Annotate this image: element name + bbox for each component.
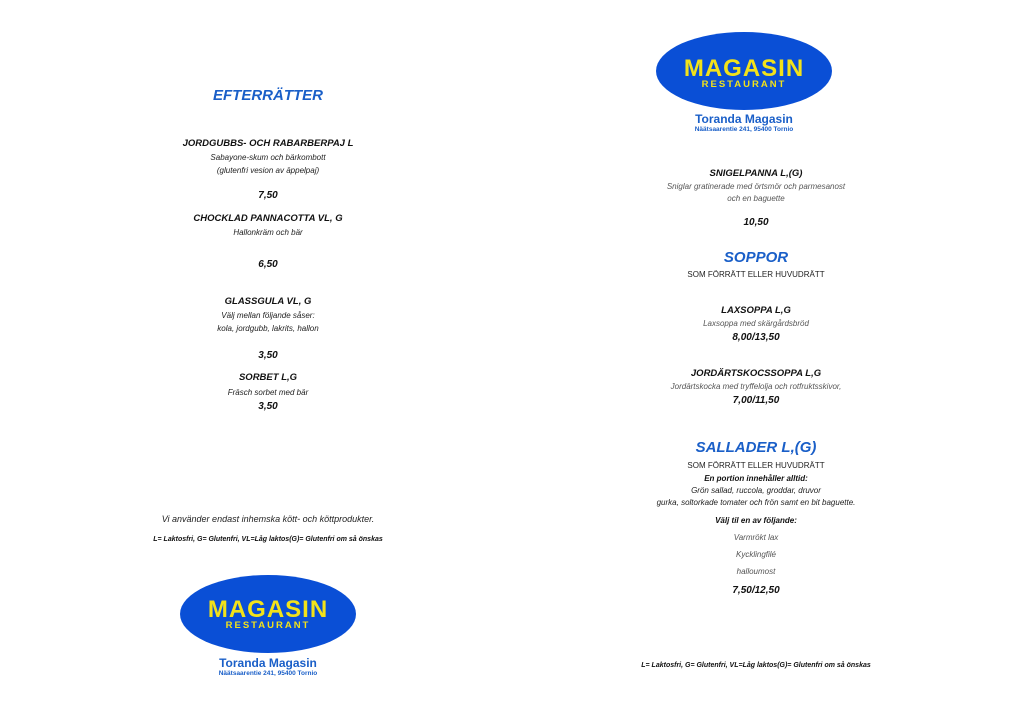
allergen-legend: L= Laktosfri, G= Glutenfri, VL=Låg laktos(G)= Glutenfri om så önskas [153, 536, 383, 543]
salad-option: Kycklingfilé [735, 550, 776, 559]
salad-ingredients: gurka, soltorkade tomater och frön samt en bit baguette. [656, 498, 856, 507]
section-title-salads: SALLADER L,(G) [695, 439, 817, 456]
menu-item-price: 6,50 [258, 259, 278, 270]
menu-item-name: CHOCKLAD PANNACOTTA VL, G [193, 213, 343, 224]
menu-item-name: GLASSGULA VL, G [224, 296, 312, 307]
magasin-logo [655, 31, 833, 111]
menu-item-price: 3,50 [258, 350, 278, 361]
menu-item-price: 3,50 [258, 401, 278, 412]
menu-item-name: JORDGUBBS- OCH RABARBERPAJ L [182, 138, 354, 149]
section-subtitle: SOM FÖRRÄTT ELLER HUVUDRÄTT [687, 461, 825, 470]
menu-item-price: 7,50 [258, 190, 278, 201]
menu-item-desc: Sniglar gratinerade med örtsmör och parmesanost [666, 182, 846, 191]
restaurant-address: Näätsaarentie 241, 95400 Tornio [694, 126, 794, 133]
menu-item-desc: Laxsoppa med skärgårdsbröd [703, 319, 809, 328]
menu-item-desc: Jordärtskocka med tryffelolja och rotfruktsskivor, [670, 382, 842, 391]
menu-item-desc: (glutenfri vesion av äppelpaj) [216, 166, 320, 175]
menu-item-price: 8,00/13,50 [732, 332, 780, 343]
salad-contains-label: En portion innehåller alltid: [704, 474, 808, 483]
salad-option: halloumost [736, 567, 776, 576]
menu-item-desc: Hallonkräm och bär [233, 228, 303, 237]
menu-item-name: SORBET L,G [238, 372, 298, 383]
section-title-desserts: EFTERRÄTTER [213, 87, 323, 104]
menu-item-desc: Välj mellan följande såser: [221, 311, 315, 320]
salad-ingredients: Grön sallad, ruccola, groddar, druvor [691, 486, 821, 495]
menu-item-desc: Sabayone-skum och bärkombott [210, 153, 326, 162]
allergen-legend: L= Laktosfri, G= Glutenfri, VL=Låg laktos(G)= Glutenfri om så önskas [641, 662, 871, 669]
restaurant-name: Toranda Magasin [695, 112, 793, 126]
logo-subtitle: RESTAURANT [701, 79, 787, 90]
logo-name: MAGASIN [207, 596, 329, 623]
main-course-page [512, 0, 1024, 724]
restaurant-address: Näätsaarentie 241, 95400 Tornio [218, 670, 318, 677]
menu-item-desc: Fräsch sorbet med bär [227, 388, 309, 397]
menu-item-desc: kola, jordgubb, lakrits, hallon [217, 324, 319, 333]
section-subtitle: SOM FÖRRÄTT ELLER HUVUDRÄTT [687, 270, 825, 279]
section-title-soups: SOPPOR [723, 249, 789, 266]
salad-option: Varmrökt lax [733, 533, 779, 542]
menu-item-price: 10,50 [743, 217, 769, 228]
meat-origin-note: Vi använder endast inhemska kött- och köttprodukter. [161, 514, 375, 524]
magasin-logo [179, 574, 357, 654]
menu-item-price: 7,50/12,50 [732, 585, 780, 596]
menu-item-name: LAXSOPPA L,G [721, 305, 791, 316]
salad-choose-label: Välj til en av följande: [715, 516, 797, 525]
restaurant-name: Toranda Magasin [219, 656, 317, 670]
menu-item-name: JORDÄRTSKOCSSOPPA L,G [690, 368, 822, 379]
logo-name: MAGASIN [683, 55, 805, 82]
menu-item-name: SNIGELPANNA L,(G) [709, 168, 803, 179]
menu-item-desc: och en baguette [727, 194, 785, 203]
logo-subtitle: RESTAURANT [225, 620, 311, 631]
menu-item-price: 7,00/11,50 [732, 395, 780, 406]
